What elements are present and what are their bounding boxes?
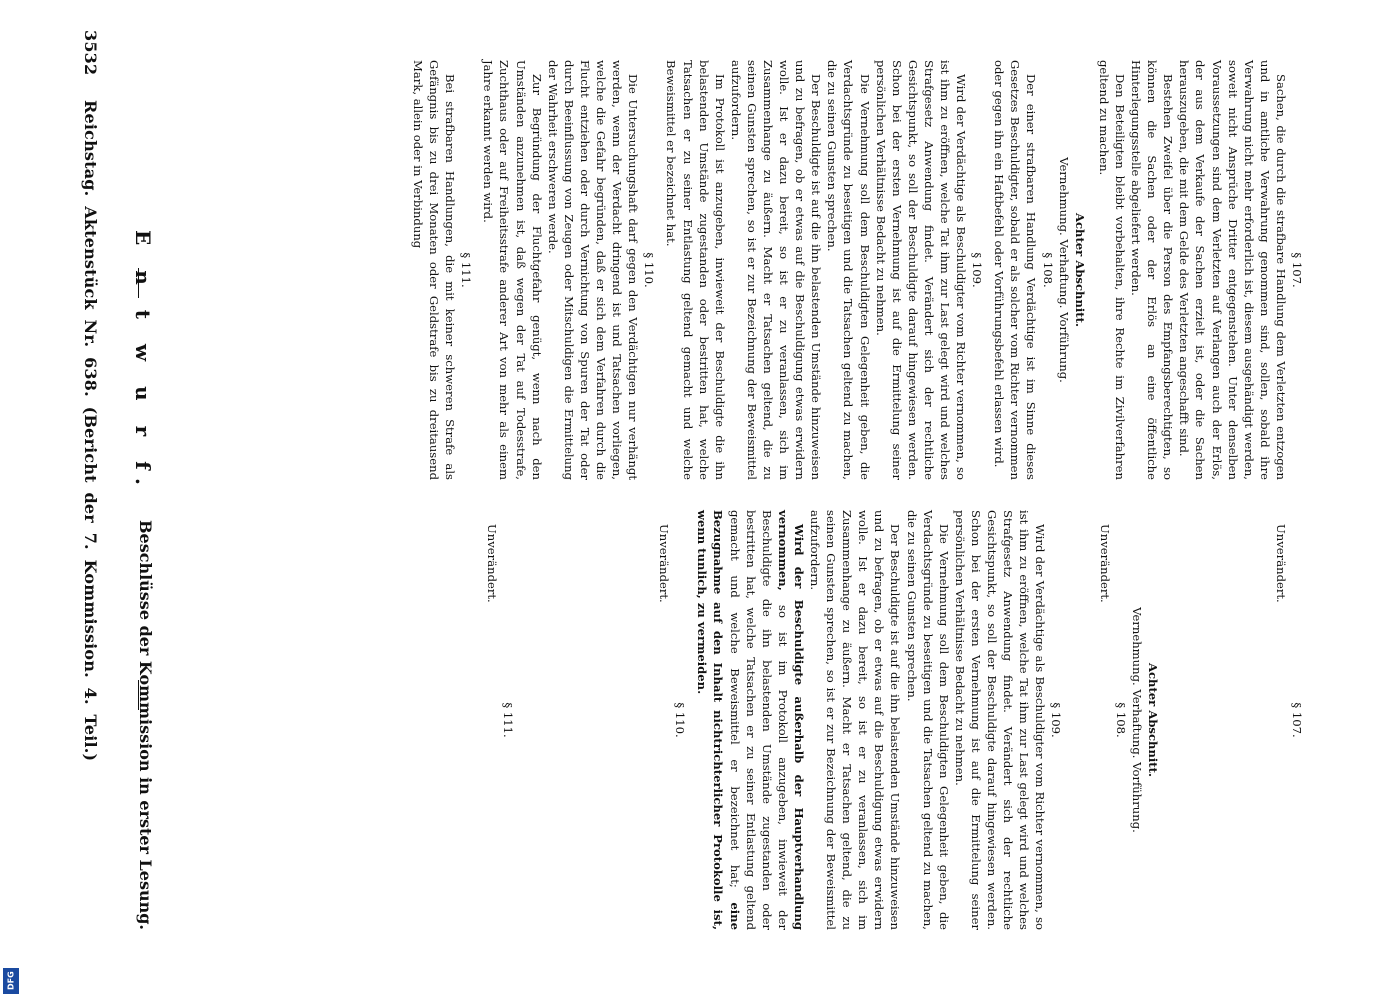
s110-heading-left: § 110. bbox=[642, 252, 657, 288]
s111-unchanged-right: Unverändert. bbox=[485, 524, 499, 603]
running-header: Reichstag. Aktenstück Nr. 638. (Bericht der 7. Kommission. 4. Teil.) bbox=[81, 100, 100, 762]
section-subheading-left: Vernehmung. Verhaftung. Vorführung. bbox=[1056, 157, 1071, 383]
s109-heading-left: § 109. bbox=[970, 252, 985, 288]
s107-heading-left: § 107. bbox=[1290, 252, 1304, 288]
page-number: 3532 bbox=[81, 30, 100, 76]
digitization-credit-text bbox=[0, 0, 1, 984]
s109-unchanged-text: so ist im Protokoll anzugeben, inwieweit der Beschuldigte die ihn belastenden Umstände zugestanden oder bestritten hat, welche Tatsachen er zu seiner Entlastung geltend gemacht und welche Beweismittel er bezeichnet hat; bbox=[727, 510, 790, 930]
s111-heading-right: § 111. bbox=[501, 702, 516, 738]
s107-unchanged-right: Unverändert. bbox=[1273, 524, 1288, 603]
s110-paragraph-1-left: Die Untersuchungshaft darf gegen den Verdächtigen nur verhängt werden, wenn der Verdacht dringend ist und Tatsachen vorliegen, welche die Gefahr begründen, daß er sich dem Verfahren durch die Flucht entziehen oder durch Vernichtung von Spuren der Tat oder durch Beeinflussung von Zeugen oder Mitschuldigen die Ermittelung der Wahrheit erschweren werde. bbox=[545, 60, 641, 480]
beschluesse-column bbox=[484, 510, 1305, 930]
s107-paragraph-1-left: Sachen, die durch die strafbare Handlung dem Verletzten entzogen und in amtliche Verwahrung genommen sind, sollen, sobald ihre Verwahrung nicht mehr erforderlich ist, diesem ausgehändigt werden, soweit nicht Ansprüche Dritter entgegenstehen. Unter denselben Voraussetzungen sind dem Verletzten auf Verlangen auch der Erlös, der aus dem Verkaufe der Sachen erzielt ist, oder die Sachen herauszugeben, die mit dem Gelde des Verletzten angeschafft sind. bbox=[1177, 60, 1288, 480]
s108-heading-left: § 108. bbox=[1040, 252, 1055, 288]
section-heading-right: Achter Abschnitt. bbox=[1145, 662, 1160, 778]
s111-paragraph-left: Bei strafbaren Handlungen, die mit keiner schweren Strafe als Gefängnis bis zu drei Monaten oder Geldstrafe bis zu dreitausend Mark, allein oder in Verbindung bbox=[411, 60, 458, 480]
s109-paragraph-1-right: Wird der Verdächtige als Beschuldigter vom Richter vernommen, so ist ihm zu eröffnen, welche Tat ihm zur Last gelegt wird und welches Strafgesetz Anwendung findet. Verändert sich der rechtliche Gesichtspunkt, so soll der Beschuldigte darauf hingewiesen werden. Schon bei der ersten Vernehmung ist auf die Ermittelung seiner persönlichen Verhältnisse Bedacht zu nehmen. bbox=[952, 510, 1048, 930]
s109-paragraph-2-left: Die Vernehmung soll dem Beschuldigten Gelegenheit geben, die Verdachtsgründe zu beseitigen und die Tatsachen geltend zu machen, die zu seinen Gunsten sprechen. bbox=[825, 60, 872, 480]
s107-heading-right: § 107. bbox=[1290, 702, 1304, 738]
s109-amended-text-1: Wird der Beschuldigte außerhalb der Hauptverhandlung vernommen, bbox=[775, 510, 806, 930]
s109-paragraph-2-right: Die Vernehmung soll dem Beschuldigten Gelegenheit geben, die Verdachtsgründe zu beseitigen und die Tatsachen geltend zu machen, die zu seinen Gunsten sprechen. bbox=[904, 510, 951, 930]
s110-heading-right: § 110. bbox=[673, 702, 688, 738]
s109-paragraph-4-left: Im Protokoll ist anzugeben, inwieweit der Beschuldigte die ihn belastenden Umstände zugestanden oder bestritten hat, welche Tatsachen er zu seiner Entlastung geltend gemacht und welche Beweismittel er bezeichnet hat. bbox=[664, 60, 727, 480]
s109-amended-text-2: eine Bezugnahme auf den Inhalt nichtrichterlicher Protokolle ist, wenn tunlich, zu vermeiden. bbox=[695, 510, 742, 930]
s109-paragraph-3-left: Der Beschuldigte ist auf die ihn belastenden Umstände hinzuweisen und zu befragen, ob er etwas auf die Beschuldigung etwas erwidern wolle. Ist er dazu bereit, so ist er zu veranlassen, sich im Zusammenhange zu äußern. Macht er Tatsachen geltend, die zu seinen Gunsten sprechen, so ist er zur Bezeichnung der Beweismittel aufzufordern. bbox=[728, 60, 824, 480]
s108-unchanged-right: Unverändert. bbox=[1097, 524, 1112, 603]
s107-paragraph-3-left: Den Beteiligten bleibt vorbehalten, ihre Rechte im Zivilverfahren geltend zu machen. bbox=[1096, 60, 1127, 480]
s109-paragraph-3-right: Der Beschuldigte ist auf die ihn belastenden Umstände hinzuweisen und zu befragen, ob er etwas auf die Beschuldigung etwas erwidern wolle. Ist er dazu bereit, so ist er zu veranlassen, sich im Zusammenhange zu äußern. Macht er Tatsachen geltend, die zu seinen Gunsten sprechen, so ist er zur Bezeichnung der Beweismittel aufzufordern. bbox=[808, 510, 903, 930]
s108-paragraph-left: Der einer strafbaren Handlung Verdächtige ist im Sinne dieses Gesetzes Beschuldigter, sobald er als solcher vom Richter vernommen oder gegen ihn ein Haftbefehl oder Vorführungsbefehl erlassen wird. bbox=[992, 60, 1039, 480]
s107-paragraph-2-left: Bestehen Zweifel über die Person des Empfangsberechtigten, so können die Sachen oder der Erlös an eine öffentliche Hinterlegungsstelle abgeliefert werden. bbox=[1129, 60, 1176, 480]
section-subheading-right: Vernehmung. Verhaftung. Vorführung. bbox=[1129, 607, 1144, 833]
digitization-credit-strip bbox=[0, 0, 26, 1000]
right-column-title: Beschlüsse der Kommission in erster Lesung. bbox=[136, 520, 155, 930]
entwurf-column bbox=[410, 60, 1305, 480]
dfg-logo: DFG bbox=[3, 968, 19, 994]
s109-paragraph-4-right bbox=[694, 510, 807, 930]
s108-heading-right: § 108. bbox=[1113, 702, 1128, 738]
s110-paragraph-2-left: Zur Begründung der Fluchtgefahr genügt, wenn nach den Umständen anzunehmen ist, daß wegen der Tat auf Todesstrafe, Zuchthaus oder auf Freiheitsstrafe anderer Art von mehr als einem Jahre erkannt werden wird. bbox=[481, 60, 544, 480]
section-heading-left: Achter Abschnitt. bbox=[1072, 212, 1087, 328]
s109-heading-right: § 109. bbox=[1049, 702, 1064, 738]
left-column-title: E n t w u r f. bbox=[131, 230, 155, 494]
s110-unchanged-right: Unverändert. bbox=[657, 524, 672, 603]
s109-paragraph-1-left: Wird der Verdächtige als Beschuldigter vom Richter vernommen, so ist ihm zu eröffnen, welche Tat ihm zur Last gelegt wird und welches Strafgesetz Anwendung findet. Verändert sich der rechtliche Gesichtspunkt, so soll der Beschuldigte darauf hingewiesen werden. Schon bei der ersten Vernehmung ist auf die Ermittelung seiner persönlichen Verhältnisse Bedacht zu nehmen. bbox=[873, 60, 969, 480]
s111-heading-left: § 111. bbox=[459, 252, 474, 288]
